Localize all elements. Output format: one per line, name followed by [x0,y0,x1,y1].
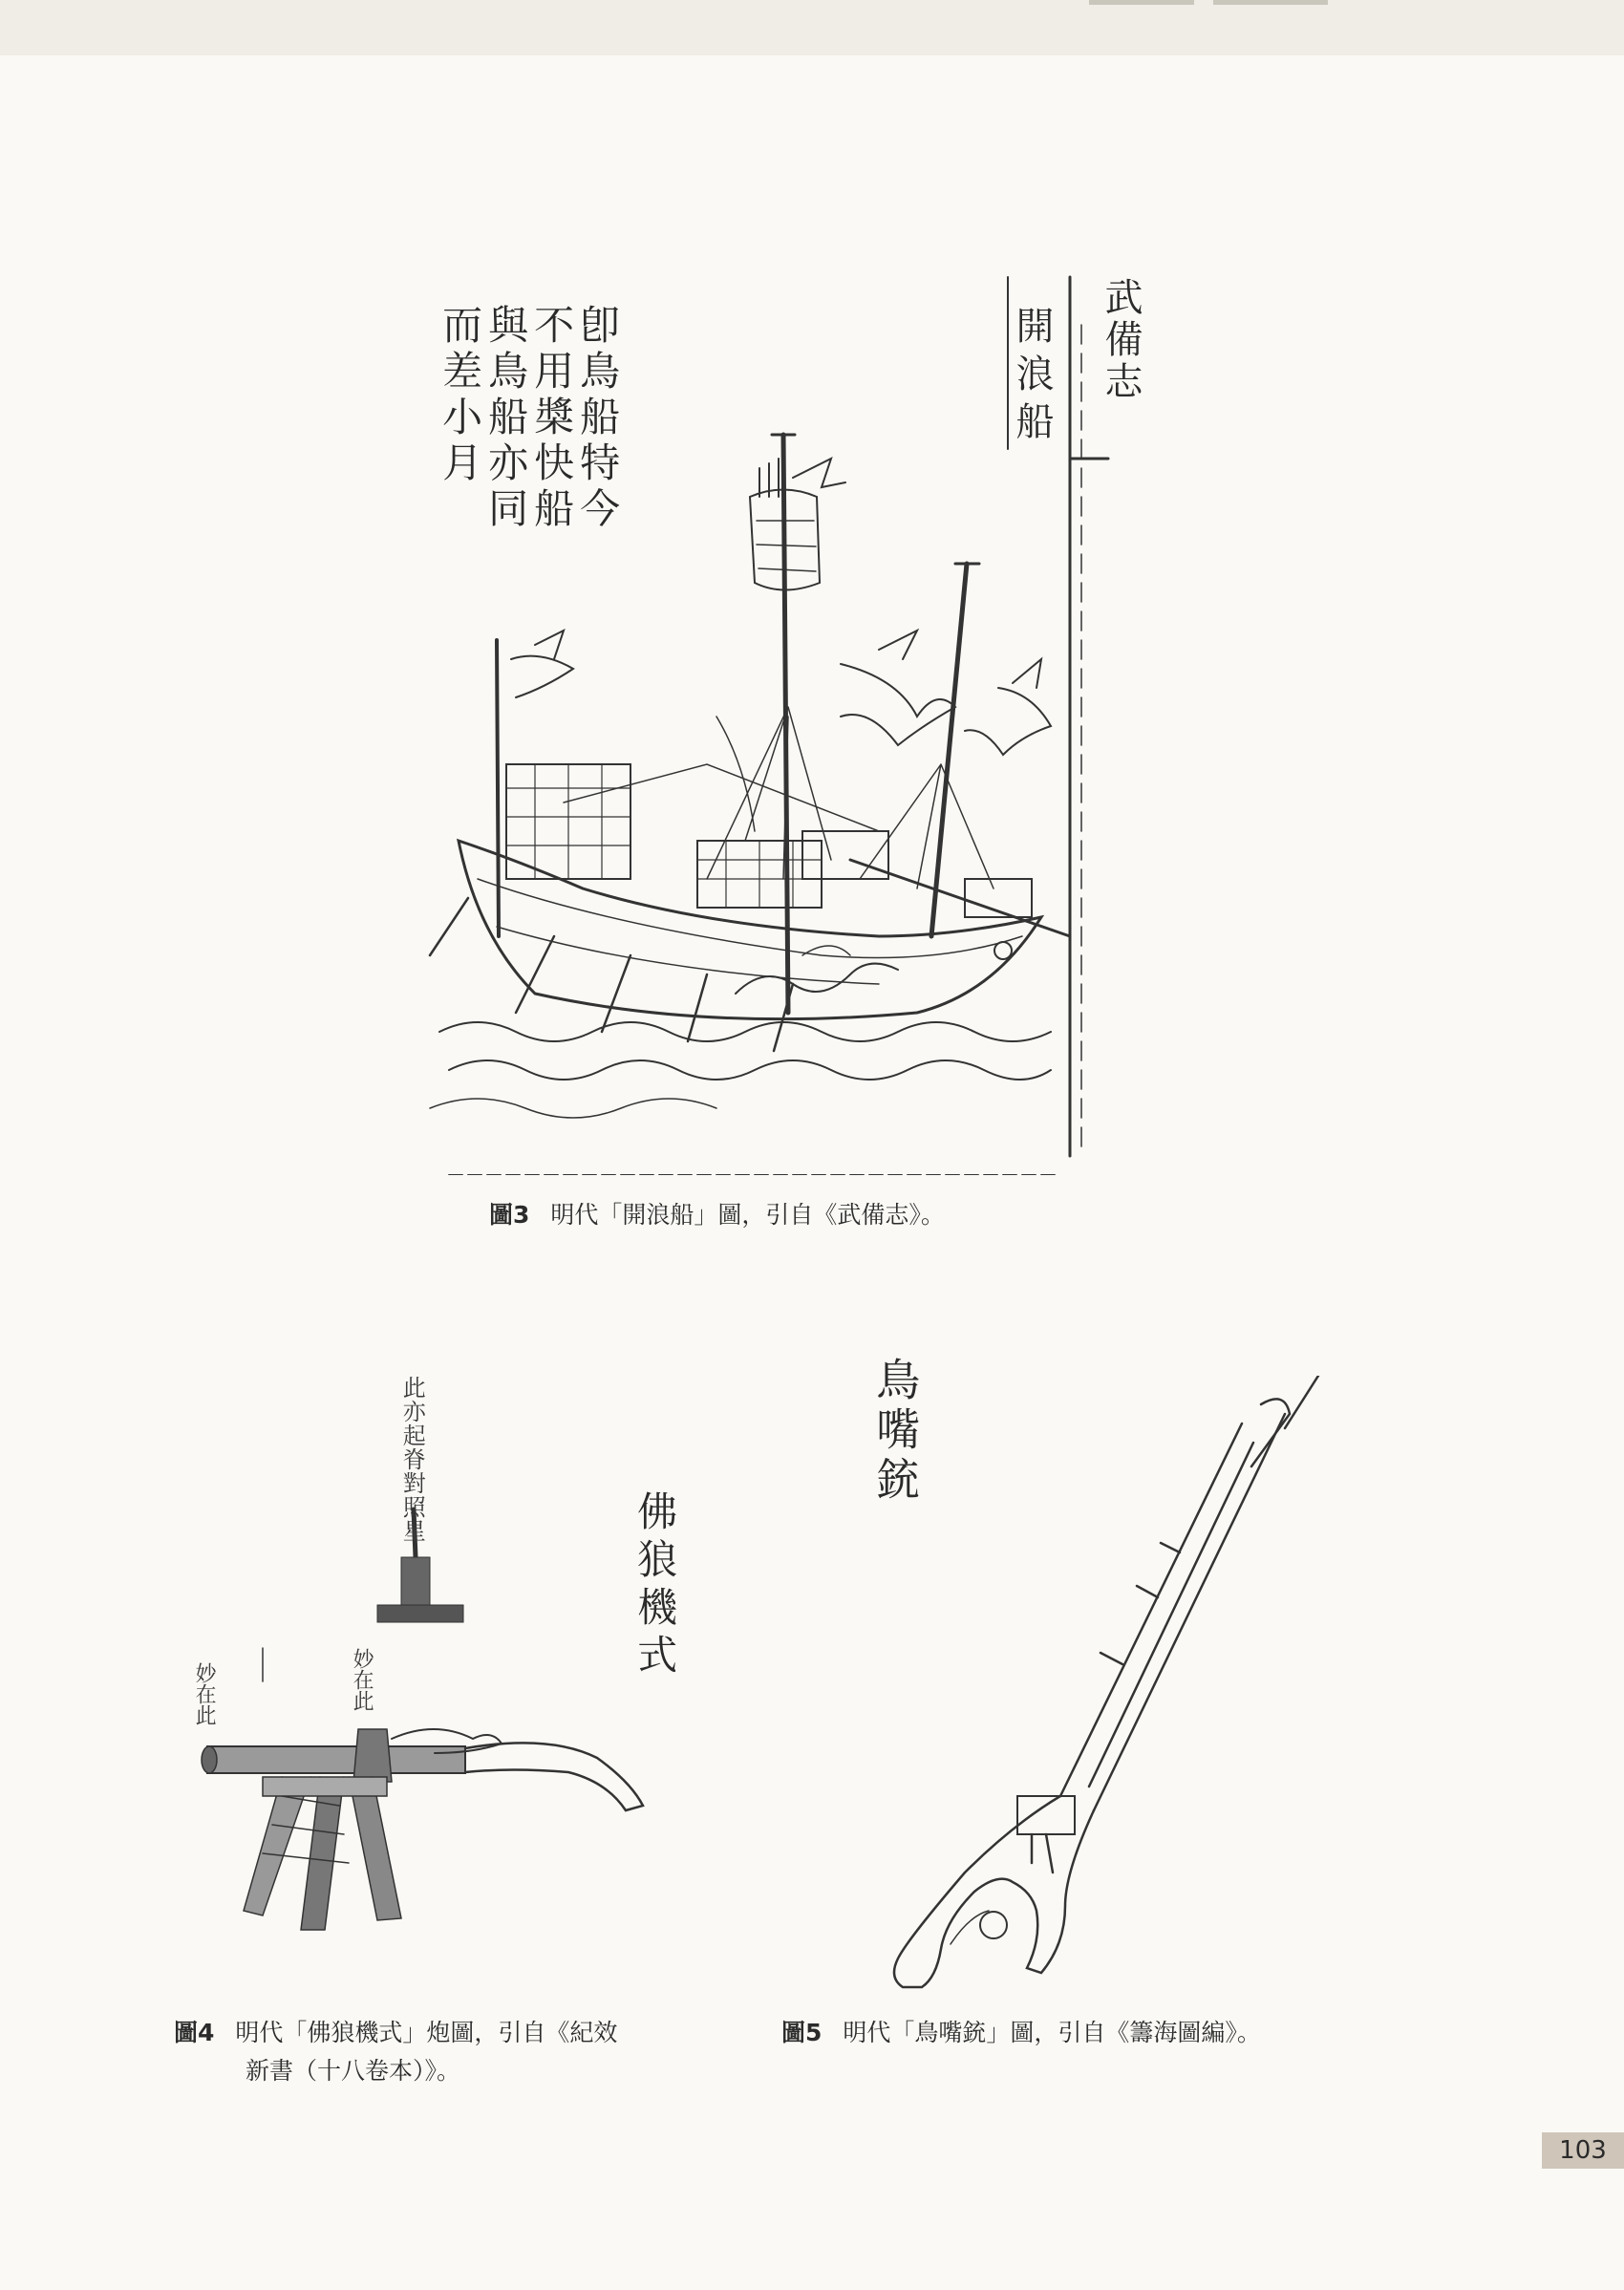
inscription-line: 而差小月 [437,304,484,487]
cannon-illustration [186,1414,683,1949]
figure-4-title: 佛狼機式 [631,1490,679,1681]
figure-3-caption-text: 明代「開浪船」圖，引自《武備志》。 [550,1201,945,1229]
band-mark [1089,0,1194,5]
figure-4-caption [174,2014,617,2052]
figure-5-title: 鳥嘴銃 [869,1357,922,1506]
figure-3-number: 圖3 [489,1201,530,1229]
figure-3-caption [489,1196,945,1234]
figure-4-folangji-cannon-woodcut [186,1414,683,1949]
figure-5-caption-text: 明代「鳥嘴銃」圖，引自《籌海圖編》。 [843,2019,1261,2046]
figure-3-column-title: 開浪船 [1010,306,1054,449]
figure-3-side-title: 武備志 [1099,277,1143,403]
inscription-line: 不用槳快船 [528,304,576,533]
figure-4-number: 圖4 [174,2019,215,2046]
figure-4-note-mid: 妙在此 [350,1648,374,1711]
figure-4-caption-line1: 明代「佛狼機式」炮圖，引自《紀效 [235,2019,618,2046]
inscription-line: 卽鳥船特今 [574,304,622,533]
figure-4-note-left: 妙在此 [192,1662,217,1725]
figure-4-caption-line2: 新書（十八卷本）》。 [246,2057,461,2085]
figure-5-caption [781,2014,1261,2052]
band-mark [1213,0,1328,5]
top-scan-band [0,0,1624,55]
figure-5-number: 圖5 [781,2019,823,2046]
inscription-line: 與鳥船亦同 [482,304,530,533]
page-number: 103 [1542,2132,1624,2169]
figure-4-note-top: 此亦起脊對照星 [398,1376,426,1543]
